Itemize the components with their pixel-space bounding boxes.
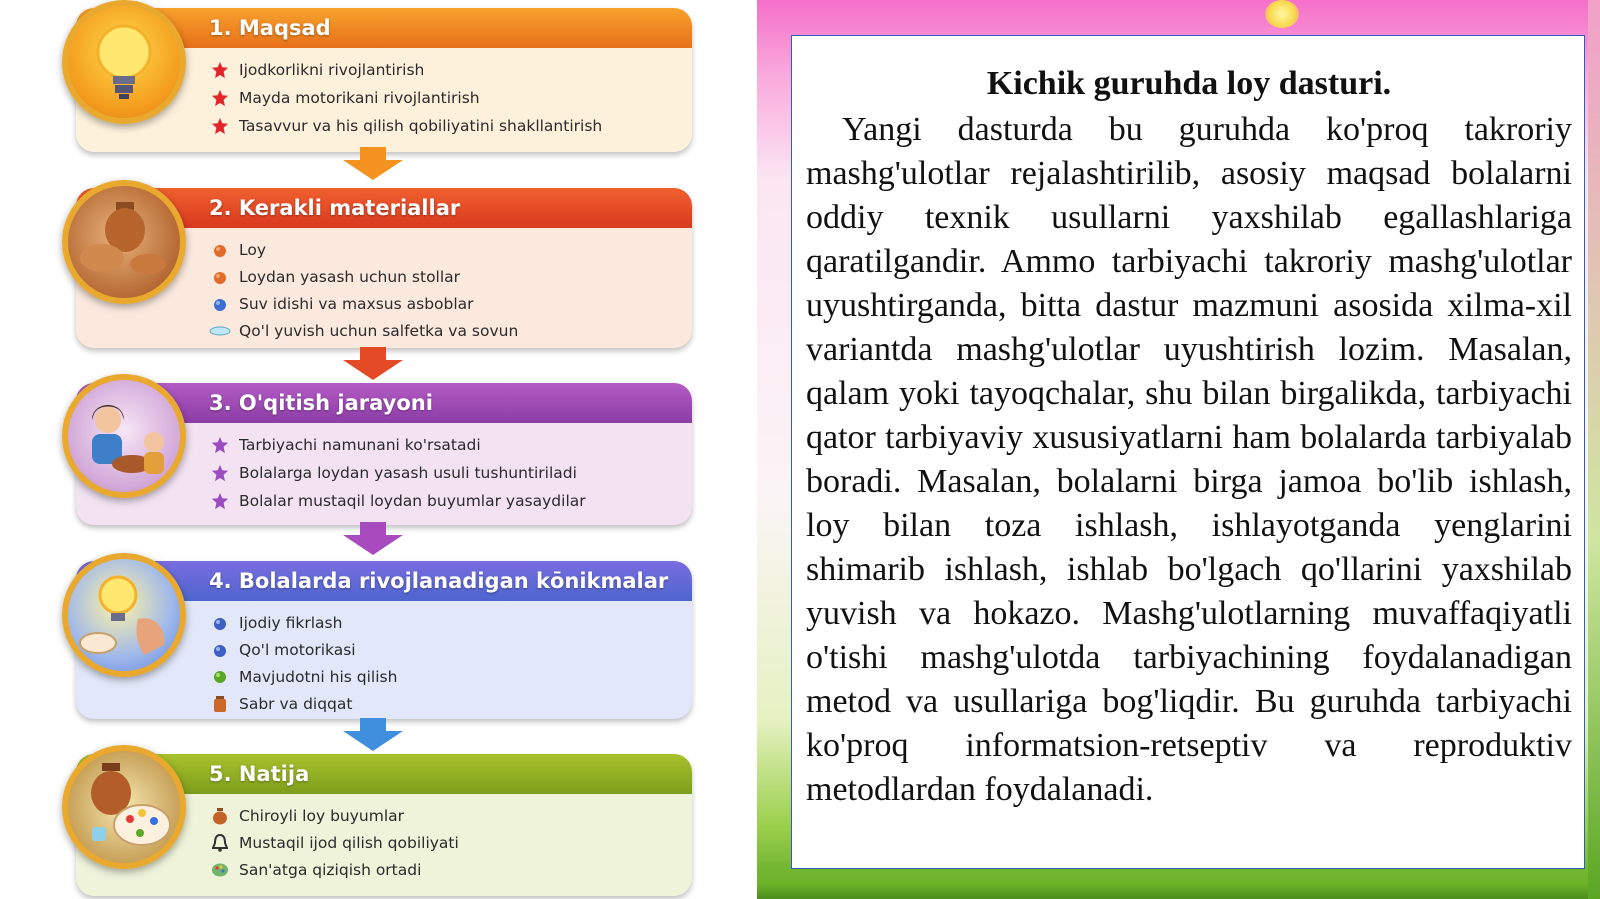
step-title: 3. O'qitish jarayoni bbox=[76, 383, 692, 423]
step-title: 1. Maqsad bbox=[76, 8, 692, 48]
purple-star-bullet-icon bbox=[209, 462, 231, 484]
down-arrow-icon bbox=[343, 731, 403, 751]
blue-drop-icon bbox=[209, 639, 231, 661]
jar-icon bbox=[209, 693, 231, 715]
pottery-palette-icon bbox=[62, 745, 186, 869]
list-item: Loydan yasash uchun stollar bbox=[209, 263, 692, 290]
slide-panel bbox=[757, 0, 1600, 899]
bell-icon bbox=[209, 832, 231, 854]
border-decoration bbox=[1588, 0, 1600, 899]
list-item: Bolalar mustaqil loydan buyumlar yasaydilar bbox=[209, 487, 692, 515]
star-bullet-icon bbox=[209, 115, 231, 137]
list-item: Suv idishi va maxsus asboblar bbox=[209, 290, 692, 317]
clay-program-infographic bbox=[0, 0, 757, 899]
list-item: San'atga qiziqish ortadi bbox=[209, 856, 692, 883]
down-arrow-icon bbox=[343, 535, 403, 555]
down-arrow-icon bbox=[343, 160, 403, 180]
clay-pots-icon bbox=[62, 180, 186, 304]
down-arrow-icon bbox=[343, 360, 403, 380]
list-item: Sabr va diqqat bbox=[209, 690, 692, 717]
pot-icon bbox=[209, 805, 231, 827]
list-item: Chiroyli loy buyumlar bbox=[209, 802, 692, 829]
list-item: Mayda motorikani rivojlantirish bbox=[209, 84, 692, 112]
soap-dish-icon bbox=[209, 320, 231, 342]
palette-icon bbox=[209, 859, 231, 881]
teacher-children-icon bbox=[62, 374, 186, 498]
step-title: 5. Natija bbox=[76, 754, 692, 794]
step-title: 2. Kerakli materiallar bbox=[76, 188, 692, 228]
document-title: Kichik guruhda loy dasturi. bbox=[986, 65, 1392, 102]
list-item: Ijodiy fikrlash bbox=[209, 609, 692, 636]
purple-star-bullet-icon bbox=[209, 490, 231, 512]
clay-ball-icon bbox=[209, 239, 231, 261]
sun-decoration bbox=[1265, 0, 1299, 28]
list-item: Mustaqil ijod qilish qobiliyati bbox=[209, 829, 692, 856]
text-frame bbox=[791, 35, 1585, 869]
list-item: Mavjudotni his qilish bbox=[209, 663, 692, 690]
star-bullet-icon bbox=[209, 87, 231, 109]
list-item: Ijodkorlikni rivojlantirish bbox=[209, 56, 692, 84]
list-item: Bolalarga loydan yasash usuli tushuntiriladi bbox=[209, 459, 692, 487]
clay-ball-icon bbox=[209, 266, 231, 288]
blue-drop-icon bbox=[209, 612, 231, 634]
purple-star-bullet-icon bbox=[209, 434, 231, 456]
document-body: Yangi dasturda bu guruhda ko'proq takroriy mashg'ulotlar rejalashtirilib, asosiy maqsad bolalarni oddiy texnik usullarni yaxshilab egallashlariga qaratilgandir. Ammo tarbiyachi takroriy mashg'ulotlar uyushtirganda, bitta dastur mazmuni asosida xilma-xil variantda mashg'ulotlar uyushtirish lozim. Masalan, qalam yoki tayoqchalar, shu bilan birgalikda, tarbiyachi qator tarbiyaviy xususiyatlarni ham bolalarda tarbiyalab boradi. Masalan, bolalarni birga jamoa bo'lib ishlash, loy bilan toza ishlash, ishlayotganda yenglarini shimarib ishlash, ishlab bo'lgach qo'llarini yaxshilab yuvish va hokazo. Mashg'ulotlarning muvaffaqiyatli o'tishi mashg'ulotda tarbiyachining foydalanadigan metod va usullariga bog'liqdir. Bu guruhda tarbiyachi ko'proq informatsion-retseptiv va reproduktiv metodlardan foydalanadi. bbox=[806, 111, 1572, 808]
list-item: Qo'l yuvish uchun salfetka va sovun bbox=[209, 317, 692, 344]
water-drop-icon bbox=[209, 293, 231, 315]
list-item: Loy bbox=[209, 236, 692, 263]
lightbulb-icon bbox=[62, 0, 186, 124]
lightbulb-hands-icon bbox=[62, 553, 186, 677]
list-item: Qo'l motorikasi bbox=[209, 636, 692, 663]
list-item: Tasavvur va his qilish qobiliyatini shakllantirish bbox=[209, 112, 692, 140]
list-item: Tarbiyachi namunani ko'rsatadi bbox=[209, 431, 692, 459]
green-dot-icon bbox=[209, 666, 231, 688]
step-title: 4. Bolalarda rivojlanadigan kōnikmalar bbox=[76, 561, 692, 601]
star-bullet-icon bbox=[209, 59, 231, 81]
